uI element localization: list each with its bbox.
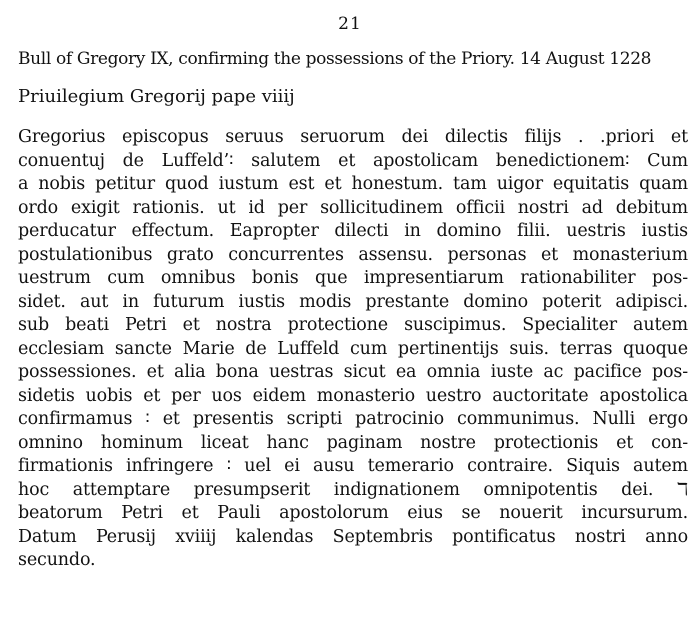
body-line: a nobis petitur quod iustum est et honestum. tam uigor equitatis quam [18,174,688,194]
body-line: omnino hominum liceat hanc paginam nostre protectionis et con- [18,432,688,453]
body-line: sidet. aut in futurum iustis modis prestante domino poterit adipisci. [18,291,688,312]
document-subheading: Priuilegium Gregorij pape viiij [18,86,295,107]
body-line: ordo exigit rationis. ut id per sollicitudinem officii nostri ad debitum [18,197,688,218]
body-line: Datum Perusij xviiij kalendas Septembris pontificatus nostri anno [18,526,688,547]
body-line: sidetis uobis et per uos eidem monasterio uestro auctoritate apostolica [18,385,688,406]
body-line: sub beati Petri et nostra protectione suscipimus. Specialiter autem [18,315,688,335]
body-line: secundo. [18,550,96,570]
body-line: conuentuj de Luffeld’∶ salutem et apostolicam benedictionem∶ Cum [18,150,688,171]
body-line: hoc attemptare presumpserit indignationem omnipotentis dei. ℸ [18,479,688,500]
body-line: firmationis infringere ∶ uel ei ausu temerario contraire. Siquis autem [18,456,688,476]
document-body [18,126,688,573]
body-line: beatorum Petri et Pauli apostolorum eius se nouerit incursurum. [18,503,688,523]
body-line: Gregorius episcopus seruus seruorum dei dilectis filijs . .priori et [18,127,688,147]
body-line: ecclesiam sancte Marie de Luffeld cum pertinentijs suis. terras quoque [18,338,688,359]
body-line: perducatur effectum. Eapropter dilecti in domino filii. uestris iustis [18,221,688,241]
body-line: uestrum cum omnibus bonis que impresentiarum rationabiliter pos- [18,268,688,288]
page-number: 21 [338,14,362,34]
body-line: possessiones. et alia bona uestras sicut ea omnia iuste ac pacifice pos- [18,362,688,382]
body-line: confirmamus ∶ et presentis scripti patrocinio communimus. Nulli ergo [18,409,688,429]
document-heading: Bull of Gregory IX, confirming the possessions of the Priory. 14 August 1228 [18,49,652,69]
body-line: postulationibus grato concurrentes assensu. personas et monasterium [18,244,688,265]
